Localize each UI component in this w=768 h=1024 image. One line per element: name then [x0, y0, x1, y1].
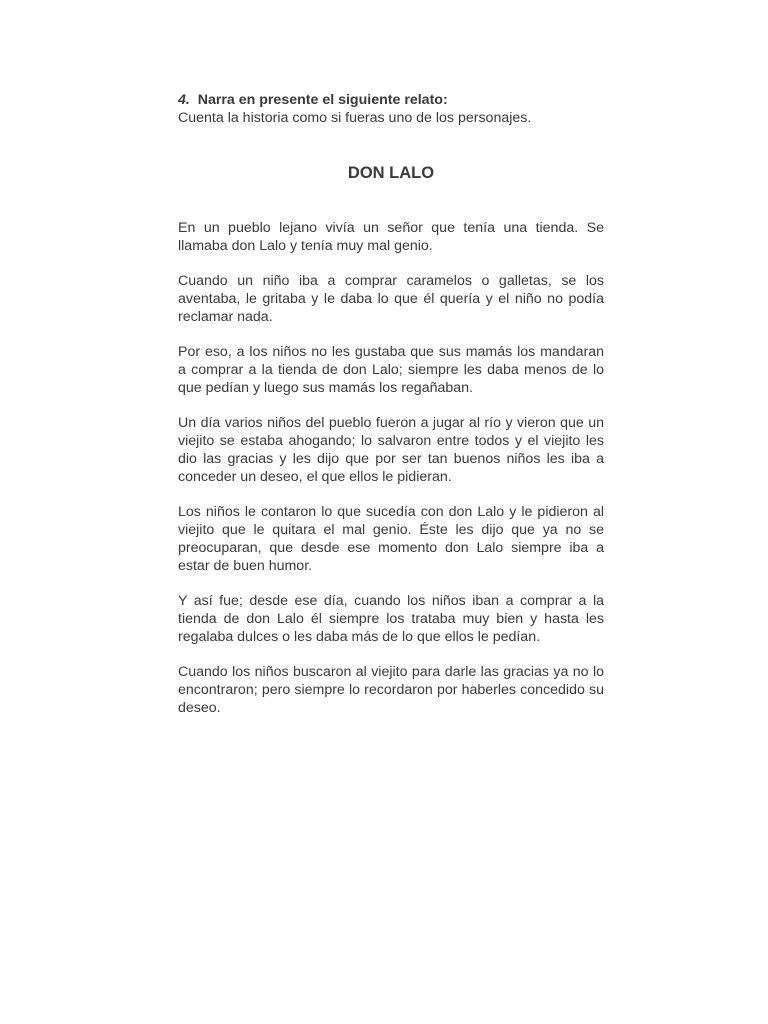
story-paragraph: Por eso, a los niños no les gustaba que sus mamás los mandaran a comprar a la tienda de don Lalo; siempre les daba menos de lo que pedían y luego sus mamás los regañaban.: [178, 344, 604, 396]
story-body: [178, 219, 604, 734]
story-paragraph: Un día varios niños del pueblo fueron a jugar al río y vieron que un viejito se estaba ahogando; lo salvaron entre todos y el viejito les dio las gracias y les dijo que por ser tan buenos niños les iba a conceder un deseo, el que ellos le pidieran.: [178, 415, 604, 485]
exercise-instruction: Cuenta la historia como si fueras uno de los personajes.: [178, 110, 532, 126]
story-paragraph: Y así fue; desde ese día, cuando los niños iban a comprar a la tienda de don Lalo él siempre los trataba muy bien y hasta les regalaba dulces o les daba más de lo que ellos le pedían.: [178, 593, 604, 645]
story-paragraph: En un pueblo lejano vivía un señor que tenía una tienda. Se llamaba don Lalo y tenía muy mal genio.: [178, 220, 604, 254]
story-paragraph: Cuando un niño iba a comprar caramelos o galletas, se los aventaba, le gritaba y le daba lo que él quería y el niño no podía reclamar nada.: [178, 273, 604, 325]
document-page: [178, 91, 604, 716]
story-title: DON LALO: [347, 164, 435, 182]
exercise-heading: [178, 91, 604, 109]
story-paragraph: Los niños le contaron lo que sucedía con don Lalo y le pidieron al viejito que le quitara el mal genio. Éste les dijo que ya no se preocuparan, que desde ese momento don Lalo siempre iba a estar de buen humor.: [178, 504, 604, 574]
story-paragraph: Cuando los niños buscaron al viejito para darle las gracias ya no lo encontraron; pero siempre lo recordaron por haberles concedido su deseo.: [178, 664, 604, 716]
exercise-number: 4.: [178, 92, 190, 108]
exercise-title: Narra en presente el siguiente relato:: [197, 92, 448, 108]
